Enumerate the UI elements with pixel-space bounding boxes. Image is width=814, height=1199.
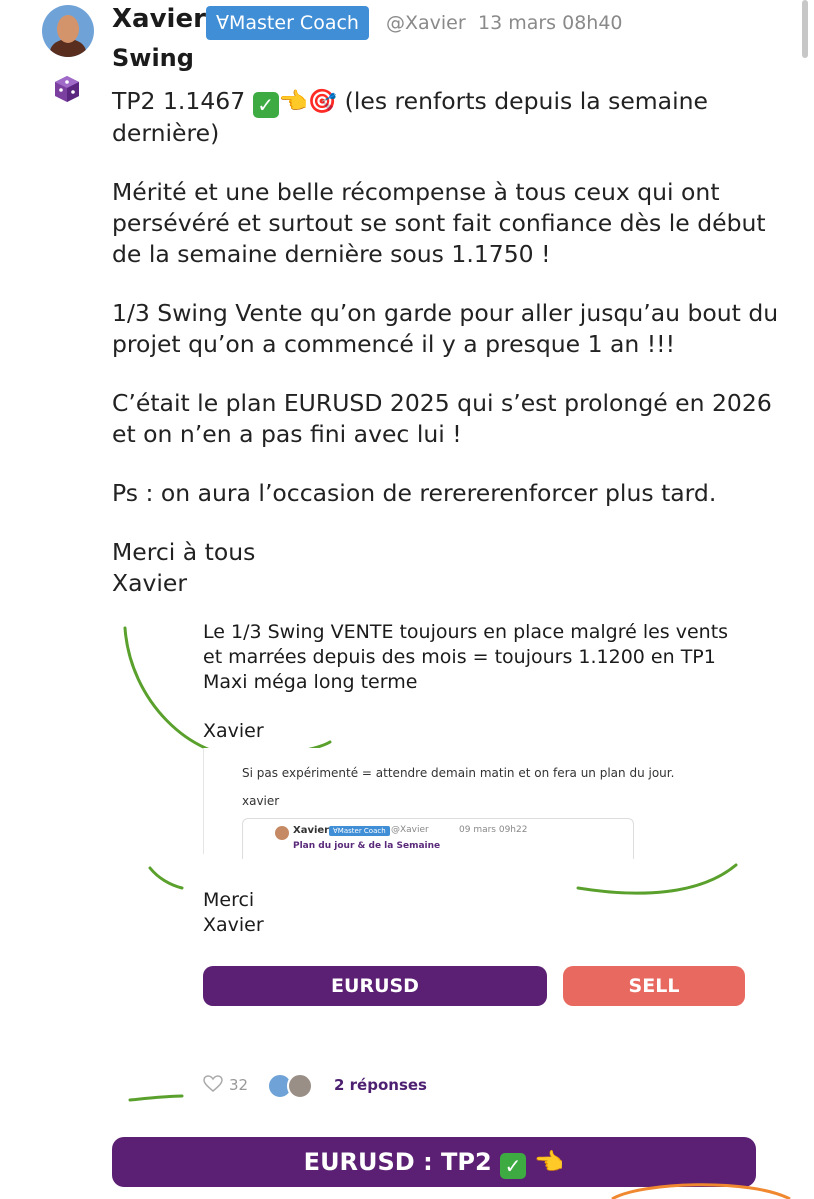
replies-link[interactable]: 2 réponses: [334, 1076, 427, 1094]
target-icon: 🎯: [307, 87, 338, 115]
quoted-text: Le 1/3 Swing VENTE toujours en place malgré les vents et marrées depuis des mois = toujours 1.1200 en TP1 Maxi méga long terme: [203, 621, 729, 693]
post-timestamp: 13 mars 08h40: [478, 12, 623, 34]
heart-icon[interactable]: [203, 1075, 223, 1093]
nested-quote-card: [242, 818, 634, 859]
replier-avatar: [287, 1073, 313, 1099]
pointing-hand-icon: 👈: [534, 1148, 565, 1176]
quoted-closing: Merci Xavier: [203, 889, 264, 936]
sell-button[interactable]: SELL: [563, 966, 745, 1006]
post-subtitle: Swing: [112, 44, 194, 72]
check-icon: ✓: [500, 1153, 526, 1179]
post-paragraph: Mérité et une belle récompense à tous ceux qui ont persévéré et surtout se sont fait confiance dès le début de la semaine dernière sous 1.1750 !: [112, 178, 766, 268]
master-coach-badge: ∀Master Coach: [206, 6, 369, 40]
nested-quote: [203, 748, 724, 854]
author-name[interactable]: Xavier: [112, 4, 206, 34]
post-signature: Merci à tous Xavier: [112, 538, 256, 597]
quoted-signature: Xavier: [203, 720, 264, 742]
nested-author: Xavier: [293, 825, 330, 836]
quoted-message: [203, 620, 763, 744]
author-avatar[interactable]: [42, 5, 94, 57]
nested-quote-signature: xavier: [242, 794, 280, 808]
cube-icon: [52, 74, 82, 104]
post-paragraph: C’était le plan EURUSD 2025 qui s’est prolongé en 2026 et on n’en a pas fini avec lui !: [112, 389, 772, 448]
like-count: 32: [229, 1076, 249, 1094]
annotation-orange-stroke: [600, 1180, 814, 1199]
nested-time: 09 mars 09h22: [459, 825, 528, 835]
scrollbar[interactable]: [802, 0, 808, 58]
pair-button[interactable]: EURUSD: [203, 966, 547, 1006]
post-paragraph: Ps : on aura l’occasion de rerererenforcer plus tard.: [112, 479, 717, 507]
nested-title: Plan du jour & de la Semaine: [293, 841, 441, 851]
post-paragraph-tp2: TP2 1.1467 ✓ 👈🎯 (les renforts depuis la semaine dernière): [112, 87, 708, 147]
nested-avatar: [275, 826, 289, 840]
nested-handle: @Xavier: [391, 825, 429, 835]
post-body: [112, 86, 792, 627]
check-icon: ✓: [253, 92, 279, 118]
pointing-hand-icon: 👈: [278, 87, 308, 115]
author-handle[interactable]: @Xavier: [386, 12, 466, 34]
post-paragraph: 1/3 Swing Vente qu’on garde pour aller jusqu’au bout du projet qu’on a commencé il y a presque 1 an !!!: [112, 299, 779, 358]
nested-quote-line: Si pas expérimenté = attendre demain matin et on fera un plan du jour.: [242, 766, 675, 780]
banner-label: EURUSD : TP2: [303, 1148, 501, 1176]
nested-badge: ∀Master Coach: [329, 826, 390, 836]
